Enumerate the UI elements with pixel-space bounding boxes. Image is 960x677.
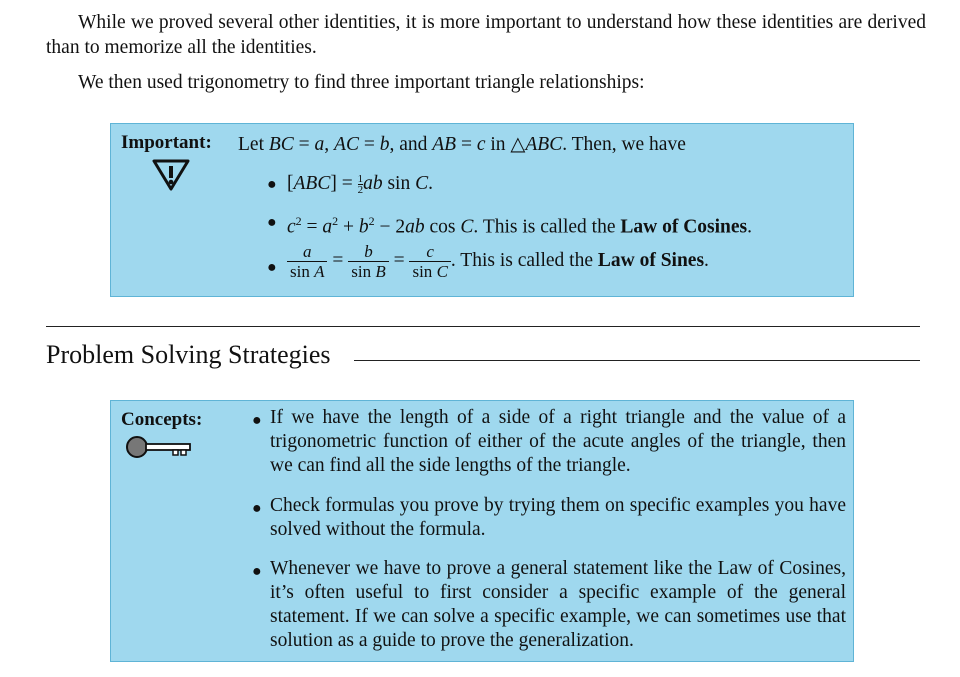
intro-paragraph-1: While we proved several other identities, it is more important to understand how these identities are derived than to memorize all the identities.: [46, 12, 926, 58]
section-heading: Problem Solving Strategies: [46, 340, 331, 369]
important-tag: Important:: [121, 132, 212, 153]
bullet-dot: ●: [252, 500, 262, 517]
bullet-dot: ●: [252, 563, 262, 580]
bullet-dot: ●: [252, 412, 262, 429]
important-box: [110, 123, 854, 297]
intro-paragraph-2: We then used trigonometry to find three important triangle relationships:: [78, 72, 645, 93]
concepts-tag: Concepts:: [121, 409, 203, 430]
key-icon: [125, 435, 195, 464]
bullet-dot: ●: [267, 259, 277, 276]
concept-item-2: Check formulas you prove by trying them on specific examples you have solved without the formula.: [270, 495, 846, 540]
law-of-sines-line: $\frac{a}{\text{sin A}}$ = $\frac{b}{\text{sin B}}$ = $\frac{c}{\text{sin C}}$ . This is called the Law of Sines.: [287, 242, 709, 281]
heading-rule: [354, 360, 920, 361]
concept-item-3: Whenever we have to prove a general statement like the Law of Cosines, it’s often useful to first consider a specific example of the general statement. If we can solve a specific example, we can sometimes use that solution as a guide to prove the generalization.: [270, 558, 846, 651]
law-of-cosines-line: $c^2 = a^2 + b^2 - 2ab$ cos C. This is called the Law of Cosines.: [287, 214, 753, 238]
area-formula: [ABC] = $\frac{1}{2}$ ab sin C.: [287, 173, 433, 197]
important-lead: Let BC = a, AC = b, and AB = c in △ABC. Then, we have: [238, 134, 686, 155]
warning-shield-icon: [151, 158, 191, 197]
bullet-dot: ●: [267, 176, 277, 193]
concept-item-1: If we have the length of a side of a right triangle and the value of a trigonometric function of either of the acute angles of the triangle, then we can find all the side lengths of the triangle.: [270, 407, 846, 476]
bullet-dot: ●: [267, 214, 277, 231]
section-divider: [46, 326, 920, 327]
